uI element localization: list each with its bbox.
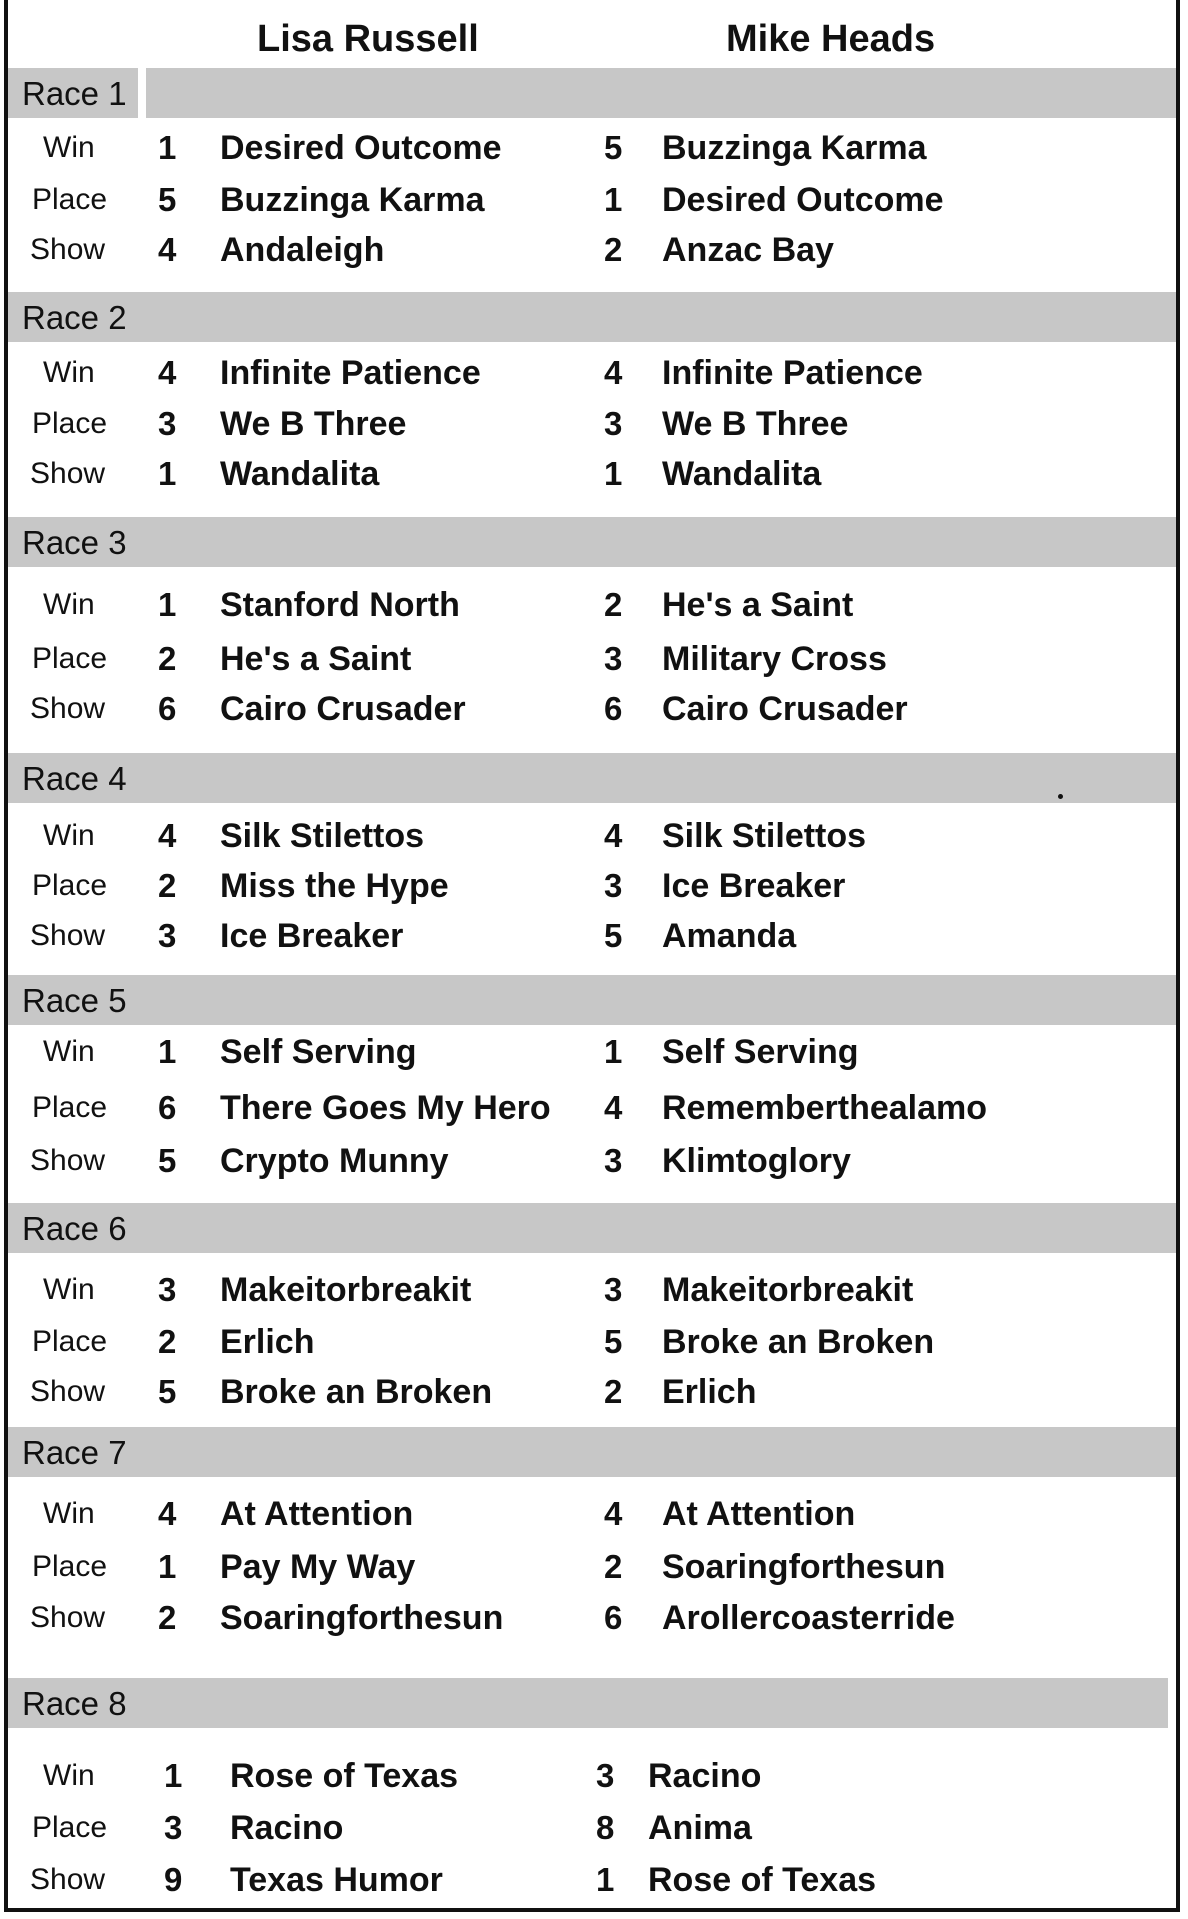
race-header-band — [8, 1427, 1176, 1477]
lisa-pick-number: 4 — [158, 817, 177, 854]
race-title: Race 4 — [22, 760, 127, 797]
lisa-pick-horse: Makeitorbreakit — [220, 1271, 472, 1309]
lisa-pick-horse: Rose of Texas — [230, 1757, 459, 1795]
mike-pick-horse: Cairo Crusader — [662, 690, 908, 728]
lisa-pick-horse: Desired Outcome — [220, 129, 502, 167]
finish-position-label: Place — [32, 1091, 108, 1124]
lisa-pick-number: 2 — [158, 640, 177, 677]
mike-pick-horse: We B Three — [662, 405, 849, 443]
lisa-pick-horse: Ice Breaker — [220, 917, 404, 955]
lisa-pick-number: 1 — [158, 1548, 177, 1585]
race-title: Race 3 — [22, 524, 127, 561]
lisa-pick-horse: Infinite Patience — [220, 354, 481, 392]
race-title: Race 5 — [22, 982, 127, 1019]
finish-position-label: Win — [43, 356, 95, 389]
finish-position-label: Show — [30, 1601, 106, 1634]
lisa-pick-horse: Silk Stilettos — [220, 817, 425, 855]
race-header-band — [8, 975, 1176, 1025]
mike-pick-number: 3 — [604, 405, 623, 442]
mike-pick-horse: Rememberthealamo — [662, 1089, 988, 1127]
mike-pick-number: 5 — [604, 917, 623, 954]
finish-position-label: Win — [43, 131, 95, 164]
finish-position-label: Place — [32, 183, 108, 216]
lisa-pick-number: 2 — [158, 1599, 177, 1636]
mike-pick-horse: Ice Breaker — [662, 867, 846, 905]
mike-pick-horse: Anima — [648, 1809, 752, 1847]
lisa-pick-horse: Buzzinga Karma — [220, 181, 485, 219]
mike-pick-horse: Arollercoasterride — [662, 1599, 955, 1637]
lisa-pick-number: 5 — [158, 1142, 177, 1179]
lisa-pick-number: 1 — [158, 586, 177, 623]
lisa-pick-horse: Broke an Broken — [220, 1373, 493, 1411]
race-header-band — [8, 292, 1176, 342]
picks-sheet — [4, 0, 1180, 1912]
lisa-pick-horse: Miss the Hype — [220, 867, 449, 905]
mike-pick-number: 3 — [604, 1271, 623, 1308]
picker-name-mike-heads: Mike Heads — [726, 18, 936, 60]
mike-pick-horse: Anzac Bay — [662, 231, 834, 269]
picker-name-lisa-russell: Lisa Russell — [257, 18, 479, 60]
mike-pick-number: 4 — [604, 817, 623, 854]
finish-position-label: Place — [32, 1325, 108, 1358]
finish-position-label: Show — [30, 1375, 106, 1408]
mike-pick-horse: At Attention — [662, 1495, 856, 1533]
lisa-pick-horse: There Goes My Hero — [220, 1089, 551, 1127]
mike-pick-horse: Military Cross — [662, 640, 887, 678]
mike-pick-number: 3 — [596, 1757, 615, 1794]
mike-pick-number: 6 — [604, 1599, 623, 1636]
race-header-band — [8, 1203, 1176, 1253]
mike-pick-horse: Klimtoglory — [662, 1142, 851, 1180]
lisa-pick-horse: Self Serving — [220, 1033, 417, 1071]
mike-pick-number: 2 — [604, 586, 623, 623]
mike-pick-horse: Infinite Patience — [662, 354, 923, 392]
mike-pick-horse: Racino — [648, 1757, 762, 1795]
lisa-pick-horse: Stanford North — [220, 586, 460, 624]
lisa-pick-number: 4 — [158, 231, 177, 268]
mike-pick-number: 1 — [604, 181, 623, 218]
finish-position-label: Show — [30, 233, 106, 266]
race-title: Race 1 — [22, 75, 127, 112]
finish-position-label: Show — [30, 1863, 106, 1896]
mike-pick-number: 5 — [604, 129, 623, 166]
lisa-pick-number: 3 — [158, 1271, 177, 1308]
lisa-pick-horse: We B Three — [220, 405, 407, 443]
mike-pick-horse: Soaringforthesun — [662, 1548, 946, 1586]
lisa-pick-number: 5 — [158, 181, 177, 218]
finish-position-label: Place — [32, 407, 108, 440]
lisa-pick-number: 6 — [158, 1089, 177, 1126]
race-title: Race 7 — [22, 1434, 127, 1471]
mike-pick-number: 5 — [604, 1323, 623, 1360]
lisa-pick-number: 2 — [158, 867, 177, 904]
lisa-pick-horse: Andaleigh — [220, 231, 385, 269]
mike-pick-number: 1 — [604, 1033, 623, 1070]
finish-position-label: Show — [30, 1144, 106, 1177]
band-divider — [138, 68, 146, 118]
mike-pick-horse: He's a Saint — [662, 586, 854, 624]
lisa-pick-horse: Crypto Munny — [220, 1142, 449, 1180]
mike-pick-number: 4 — [604, 354, 623, 391]
mike-pick-number: 6 — [604, 690, 623, 727]
mike-pick-number: 3 — [604, 640, 623, 677]
lisa-pick-number: 1 — [164, 1757, 183, 1794]
lisa-pick-horse: At Attention — [220, 1495, 414, 1533]
lisa-pick-horse: He's a Saint — [220, 640, 412, 678]
race-header-band — [8, 753, 1176, 803]
mike-pick-horse: Rose of Texas — [648, 1861, 877, 1899]
mike-pick-horse: Makeitorbreakit — [662, 1271, 914, 1309]
lisa-pick-number: 3 — [158, 917, 177, 954]
race-title: Race 8 — [22, 1685, 127, 1722]
race-title: Race 2 — [22, 299, 127, 336]
mike-pick-number: 1 — [604, 455, 623, 492]
lisa-pick-horse: Racino — [230, 1809, 344, 1847]
lisa-pick-number: 4 — [158, 1495, 177, 1532]
lisa-pick-number: 3 — [164, 1809, 183, 1846]
mike-pick-number: 3 — [604, 867, 623, 904]
race-header-band — [8, 1678, 1168, 1728]
lisa-pick-horse: Pay My Way — [220, 1548, 416, 1586]
lisa-pick-horse: Texas Humor — [230, 1861, 443, 1899]
finish-position-label: Win — [43, 1035, 95, 1068]
mike-pick-horse: Silk Stilettos — [662, 817, 867, 855]
race-header-band — [8, 517, 1176, 567]
finish-position-label: Show — [30, 919, 106, 952]
lisa-pick-number: 4 — [158, 354, 177, 391]
stray-mark — [1058, 794, 1063, 799]
lisa-pick-number: 6 — [158, 690, 177, 727]
lisa-pick-horse: Cairo Crusader — [220, 690, 466, 728]
finish-position-label: Place — [32, 642, 108, 675]
mike-pick-number: 4 — [604, 1089, 623, 1126]
mike-pick-number: 4 — [604, 1495, 623, 1532]
lisa-pick-horse: Wandalita — [220, 455, 380, 493]
finish-position-label: Win — [43, 1497, 95, 1530]
mike-pick-number: 3 — [604, 1142, 623, 1179]
mike-pick-number: 2 — [604, 1548, 623, 1585]
mike-pick-number: 8 — [596, 1809, 615, 1846]
finish-position-label: Win — [43, 1273, 95, 1306]
lisa-pick-horse: Erlich — [220, 1323, 315, 1361]
mike-pick-horse: Buzzinga Karma — [662, 129, 927, 167]
race-title: Race 6 — [22, 1210, 127, 1247]
finish-position-label: Place — [32, 869, 108, 902]
lisa-pick-number: 1 — [158, 455, 177, 492]
lisa-pick-number: 5 — [158, 1373, 177, 1410]
finish-position-label: Show — [30, 692, 106, 725]
finish-position-label: Win — [43, 588, 95, 621]
mike-pick-horse: Self Serving — [662, 1033, 859, 1071]
mike-pick-horse: Amanda — [662, 917, 797, 955]
lisa-pick-horse: Soaringforthesun — [220, 1599, 504, 1637]
mike-pick-horse: Wandalita — [662, 455, 822, 493]
finish-position-label: Place — [32, 1550, 108, 1583]
mike-pick-horse: Broke an Broken — [662, 1323, 935, 1361]
lisa-pick-number: 2 — [158, 1323, 177, 1360]
finish-position-label: Place — [32, 1811, 108, 1844]
mike-pick-number: 1 — [596, 1861, 615, 1898]
finish-position-label: Show — [30, 457, 106, 490]
mike-pick-horse: Erlich — [662, 1373, 757, 1411]
lisa-pick-number: 9 — [164, 1861, 183, 1898]
mike-pick-horse: Desired Outcome — [662, 181, 944, 219]
mike-pick-number: 2 — [604, 1373, 623, 1410]
race-header-band — [8, 68, 1176, 118]
lisa-pick-number: 1 — [158, 1033, 177, 1070]
lisa-pick-number: 3 — [158, 405, 177, 442]
finish-position-label: Win — [43, 819, 95, 852]
mike-pick-number: 2 — [604, 231, 623, 268]
lisa-pick-number: 1 — [158, 129, 177, 166]
finish-position-label: Win — [43, 1759, 95, 1792]
